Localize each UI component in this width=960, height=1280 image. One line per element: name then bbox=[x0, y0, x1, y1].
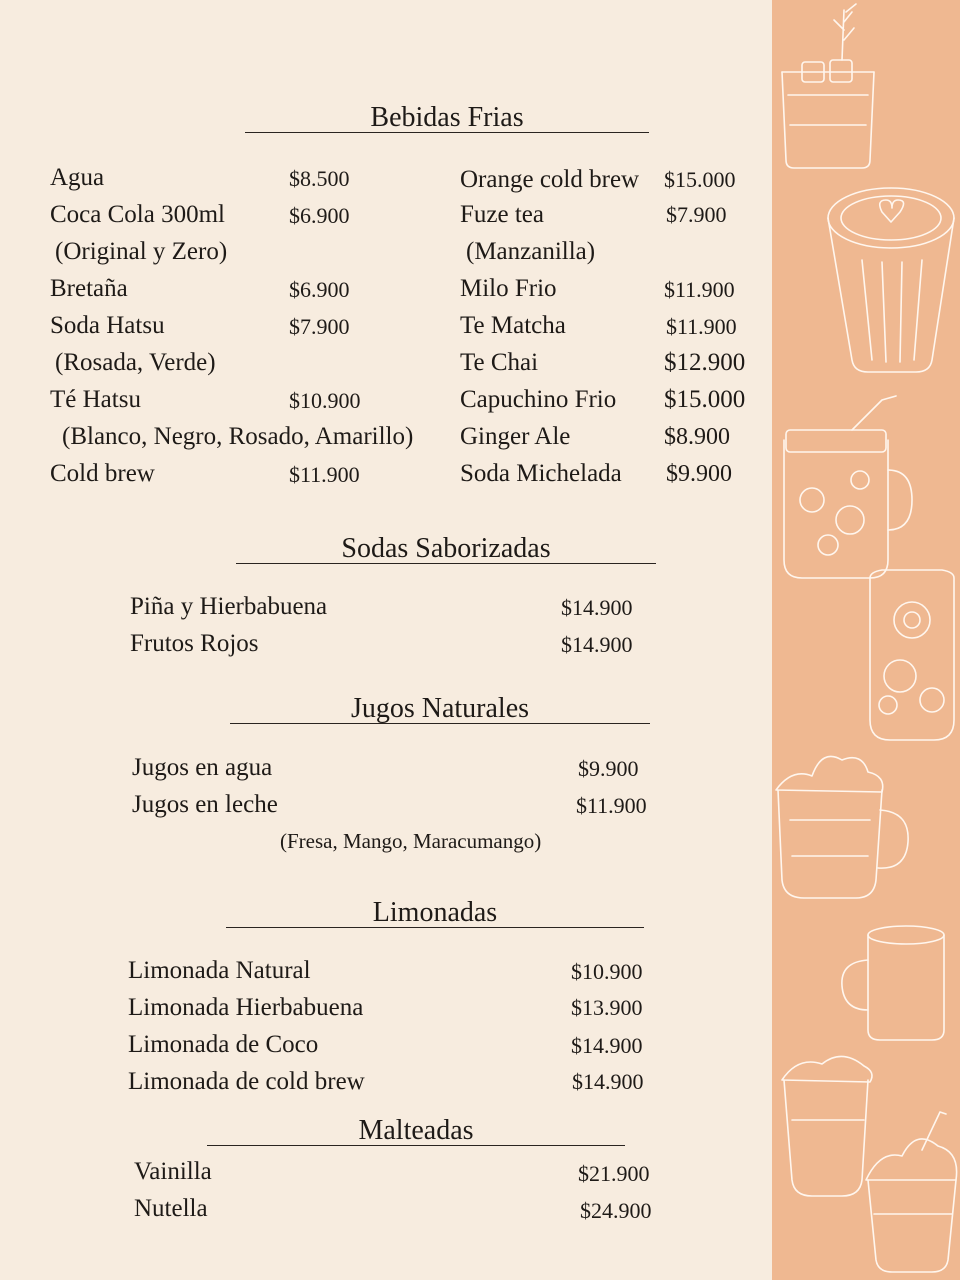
section-title-sodas-saborizadas: Sodas Saborizadas bbox=[236, 531, 656, 564]
menu-item-price: $7.900 bbox=[289, 314, 350, 339]
menu-item-name: Limonada de Coco bbox=[128, 1031, 319, 1058]
menu-item-price: $14.900 bbox=[572, 1069, 644, 1094]
menu-item-name: Bretaña bbox=[50, 275, 128, 302]
menu-item-name: Fuze tea bbox=[460, 201, 544, 228]
whipped-mug-icon bbox=[776, 756, 908, 898]
section-title-malteadas: Malteadas bbox=[207, 1113, 625, 1146]
menu-item-name: Té Hatsu bbox=[50, 386, 141, 413]
menu-item-note: (Rosada, Verde) bbox=[55, 349, 216, 376]
latte-glass-icon bbox=[828, 188, 954, 372]
mug-icon bbox=[842, 926, 944, 1040]
mason-jar-icon bbox=[784, 396, 912, 578]
menu-item-name: Agua bbox=[50, 164, 105, 191]
menu-item-name: Jugos en leche bbox=[132, 791, 278, 818]
menu-item-price: $6.900 bbox=[289, 203, 350, 228]
menu-item-price: $14.900 bbox=[571, 1033, 643, 1058]
menu-item-name: Cold brew bbox=[50, 460, 155, 487]
menu-item-price: $9.900 bbox=[666, 461, 732, 487]
menu-item-price: $15.000 bbox=[664, 386, 746, 413]
menu-item-price: $14.900 bbox=[561, 595, 633, 620]
menu-item-price: $11.900 bbox=[289, 462, 360, 487]
menu-item-name: Jugos en agua bbox=[132, 754, 273, 781]
menu-item-name: Milo Frio bbox=[460, 275, 557, 302]
menu-item-price: $8.900 bbox=[664, 424, 730, 450]
menu-item-name: Nutella bbox=[134, 1195, 208, 1222]
menu-item-price: $6.900 bbox=[289, 277, 350, 302]
menu-item-name: Capuchino Frio bbox=[460, 386, 617, 413]
menu-item-name: Soda Michelada bbox=[460, 460, 622, 487]
menu-item-price: $15.000 bbox=[664, 167, 736, 192]
menu-item-name: Te Chai bbox=[460, 349, 539, 376]
menu-item-price: $24.900 bbox=[580, 1198, 652, 1223]
section-title-jugos-naturales: Jugos Naturales bbox=[230, 691, 650, 724]
menu-item-price: $10.900 bbox=[289, 388, 361, 413]
menu-item-name: Vainilla bbox=[134, 1158, 212, 1185]
menu-item-price: $14.900 bbox=[561, 632, 633, 657]
section-title-bebidas-frias: Bebidas Frias bbox=[245, 100, 649, 133]
menu-item-name: Soda Hatsu bbox=[50, 312, 165, 339]
menu-item-note: (Fresa, Mango, Maracumango) bbox=[280, 829, 542, 853]
menu-item-note: (Original y Zero) bbox=[55, 238, 228, 265]
menu-item-name: Ginger Ale bbox=[460, 423, 571, 450]
menu-item-price: $10.900 bbox=[571, 959, 643, 984]
menu-item-name: Limonada de cold brew bbox=[128, 1068, 365, 1095]
frappe-icon bbox=[782, 1056, 872, 1196]
menu-item-price: $11.900 bbox=[666, 314, 737, 339]
section-title-limonadas: Limonadas bbox=[226, 895, 644, 928]
menu-item-note: (Manzanilla) bbox=[466, 238, 596, 265]
menu-item-price: $9.900 bbox=[578, 756, 639, 781]
menu-item-name: Frutos Rojos bbox=[130, 630, 259, 657]
menu-item-name: Limonada Natural bbox=[128, 957, 311, 984]
menu-item-price: $21.900 bbox=[578, 1161, 650, 1186]
menu-item-price: $7.900 bbox=[666, 202, 727, 227]
menu-item-name: Piña y Hierbabuena bbox=[130, 593, 328, 620]
menu-item-price: $12.900 bbox=[664, 349, 746, 376]
decorative-side-panel bbox=[772, 0, 960, 1280]
menu-item-name: Limonada Hierbabuena bbox=[128, 994, 364, 1021]
menu-item-price: $8.500 bbox=[289, 166, 350, 191]
menu-item-price: $13.900 bbox=[571, 995, 643, 1020]
menu-item-price: $11.900 bbox=[664, 277, 735, 302]
menu-item-note: (Blanco, Negro, Rosado, Amarillo) bbox=[62, 423, 414, 450]
iced-drink-icon bbox=[782, 4, 874, 168]
menu-item-name: Orange cold brew bbox=[460, 166, 640, 193]
frappe-straw-icon bbox=[866, 1112, 957, 1272]
menu-item-price: $11.900 bbox=[576, 793, 647, 818]
menu-item-name: Te Matcha bbox=[460, 312, 566, 339]
menu-item-name: Coca Cola 300ml bbox=[50, 201, 225, 228]
fruit-glass-icon bbox=[870, 570, 954, 740]
